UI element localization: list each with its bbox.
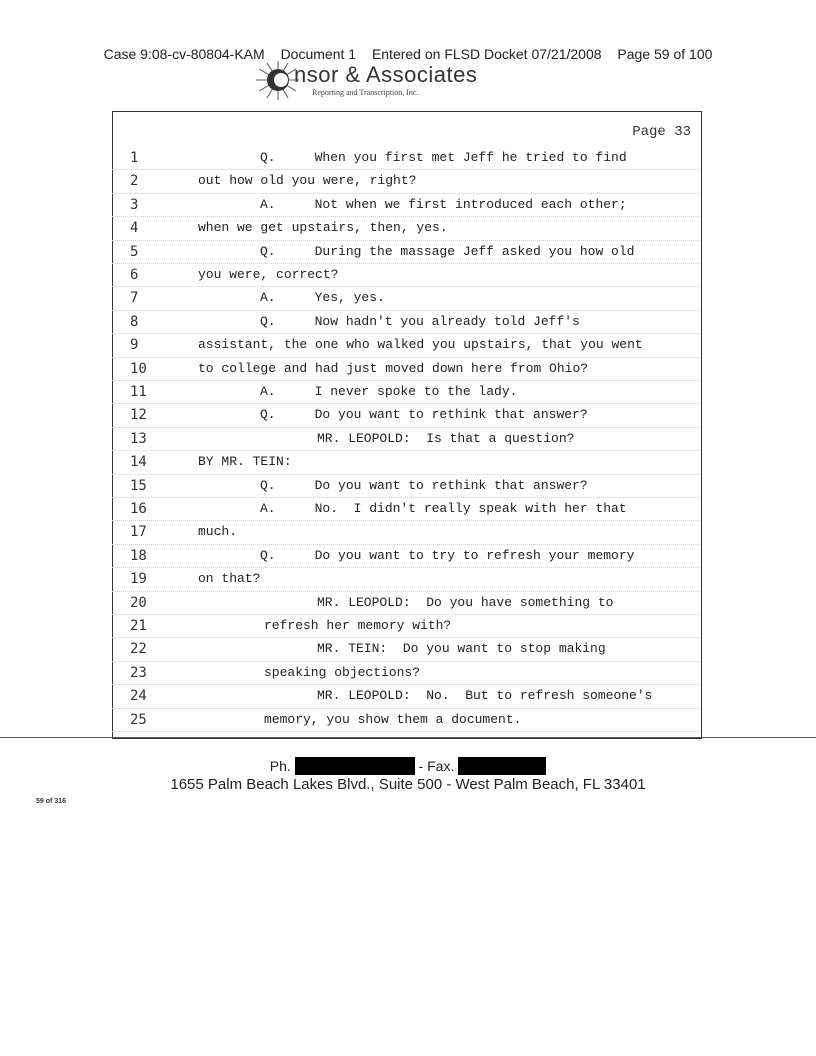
line-rule <box>112 286 700 287</box>
transcript-body <box>112 150 700 738</box>
line-rule <box>112 684 700 685</box>
line-rule <box>112 240 700 241</box>
line-rule <box>112 357 700 358</box>
line-rule <box>112 661 700 662</box>
line-rule <box>112 474 700 475</box>
line-text: Q. Do you want to rethink that answer? <box>260 477 588 493</box>
line-text: speaking objections? <box>264 664 421 680</box>
line-rule <box>112 614 700 615</box>
line-text: you were, correct? <box>198 267 339 282</box>
logo-subtitle: Reporting and Transcription, Inc. <box>312 88 419 97</box>
line-rule <box>112 450 700 451</box>
line-number: 1 <box>130 150 139 166</box>
line-number: 16 <box>130 501 147 517</box>
line-text: assistant, the one who walked you upstairs, that you went <box>198 337 643 353</box>
line-text: A. Yes, yes. <box>260 290 385 306</box>
line-rule <box>112 427 700 428</box>
line-number: 23 <box>130 664 147 681</box>
line-text: Q. When you first met Jeff he tried to find <box>260 150 627 165</box>
line-rule <box>112 708 700 709</box>
line-text: refresh her memory with? <box>264 618 452 633</box>
line-text: Q. Do you want to try to refresh your memory <box>260 547 635 563</box>
line-number: 3 <box>130 196 139 213</box>
case-number: Case 9:08-cv-80804-KAM <box>103 46 265 62</box>
line-number: 2 <box>130 173 139 190</box>
line-text: when we get upstairs, then, yes. <box>198 220 448 236</box>
line-rule <box>112 193 700 194</box>
line-text: to college and had just moved down here from Ohio? <box>198 360 589 376</box>
line-number: 12 <box>130 407 147 424</box>
line-rule <box>112 544 700 545</box>
line-rule <box>112 310 700 311</box>
line-text: Q. During the massage Jeff asked you how old <box>260 243 635 259</box>
line-number: 11 <box>130 384 147 400</box>
crop-divider <box>0 737 816 738</box>
footer-address: 1655 Palm Beach Lakes Blvd., Suite 500 - West Palm Beach, FL 33401 <box>170 776 646 793</box>
line-text: MR. LEOPOLD: Do you have something to <box>317 594 614 610</box>
line-number: 6 <box>130 267 139 283</box>
line-text: memory, you show them a document. <box>264 711 522 727</box>
line-text: MR. LEOPOLD: Is that a question? <box>317 430 575 446</box>
line-number: 24 <box>130 688 147 705</box>
line-text: A. I never spoke to the lady. <box>260 384 518 399</box>
line-text: Q. Now hadn't you already told Jeff's <box>260 313 580 329</box>
line-number: 8 <box>130 313 139 330</box>
line-number: 18 <box>130 547 147 564</box>
line-number: 19 <box>130 571 147 588</box>
line-number: 25 <box>130 711 147 728</box>
transcript-page-number: Page 33 <box>632 124 691 140</box>
redaction-bar <box>458 757 546 775</box>
page-indicator: Page 59 of 100 <box>617 46 713 62</box>
line-rule <box>112 497 700 498</box>
phone-label: Ph. <box>269 758 291 774</box>
fax-label: - Fax. <box>418 758 455 774</box>
line-rule <box>112 263 700 264</box>
line-text: BY MR. TEIN: <box>198 454 292 470</box>
line-number: 15 <box>130 477 147 494</box>
line-number: 17 <box>130 524 147 541</box>
company-logo <box>254 60 554 100</box>
line-rule <box>112 380 700 381</box>
line-number: 4 <box>130 220 139 237</box>
redaction-bar <box>295 757 415 775</box>
logo-wordmark: nsor & Associates <box>294 62 478 87</box>
line-number: 20 <box>130 594 147 611</box>
line-rule <box>112 731 700 732</box>
line-rule <box>112 216 700 217</box>
line-text: on that? <box>198 571 261 587</box>
line-text: A. Not when we first introduced each other; <box>260 196 627 212</box>
line-rule <box>112 520 700 521</box>
page-count: 59 of 316 <box>36 798 66 805</box>
line-text: A. No. I didn't really speak with her that <box>260 501 627 516</box>
line-text: MR. TEIN: Do you want to stop making <box>317 641 606 657</box>
line-rule <box>112 333 700 334</box>
docket-entry: Entered on FLSD Docket 07/21/2008 <box>371 46 602 62</box>
footer-phone-fax <box>0 757 816 775</box>
line-number: 21 <box>130 618 147 634</box>
line-number: 5 <box>130 243 139 260</box>
document-number: Document 1 <box>280 46 357 62</box>
line-number: 22 <box>130 641 147 658</box>
line-text: MR. LEOPOLD: No. But to refresh someone's <box>317 688 653 704</box>
line-rule <box>112 169 700 170</box>
line-number: 14 <box>130 454 147 471</box>
line-number: 9 <box>130 337 139 354</box>
line-rule <box>112 637 700 638</box>
line-text: out how old you were, right? <box>198 173 417 189</box>
line-text: Q. Do you want to rethink that answer? <box>260 407 588 423</box>
line-number: 13 <box>130 430 147 447</box>
line-rule <box>112 567 700 568</box>
line-number: 7 <box>130 290 139 307</box>
line-rule <box>112 403 700 404</box>
line-text: much. <box>198 524 238 540</box>
line-number: 10 <box>130 360 147 377</box>
line-rule <box>112 591 700 592</box>
